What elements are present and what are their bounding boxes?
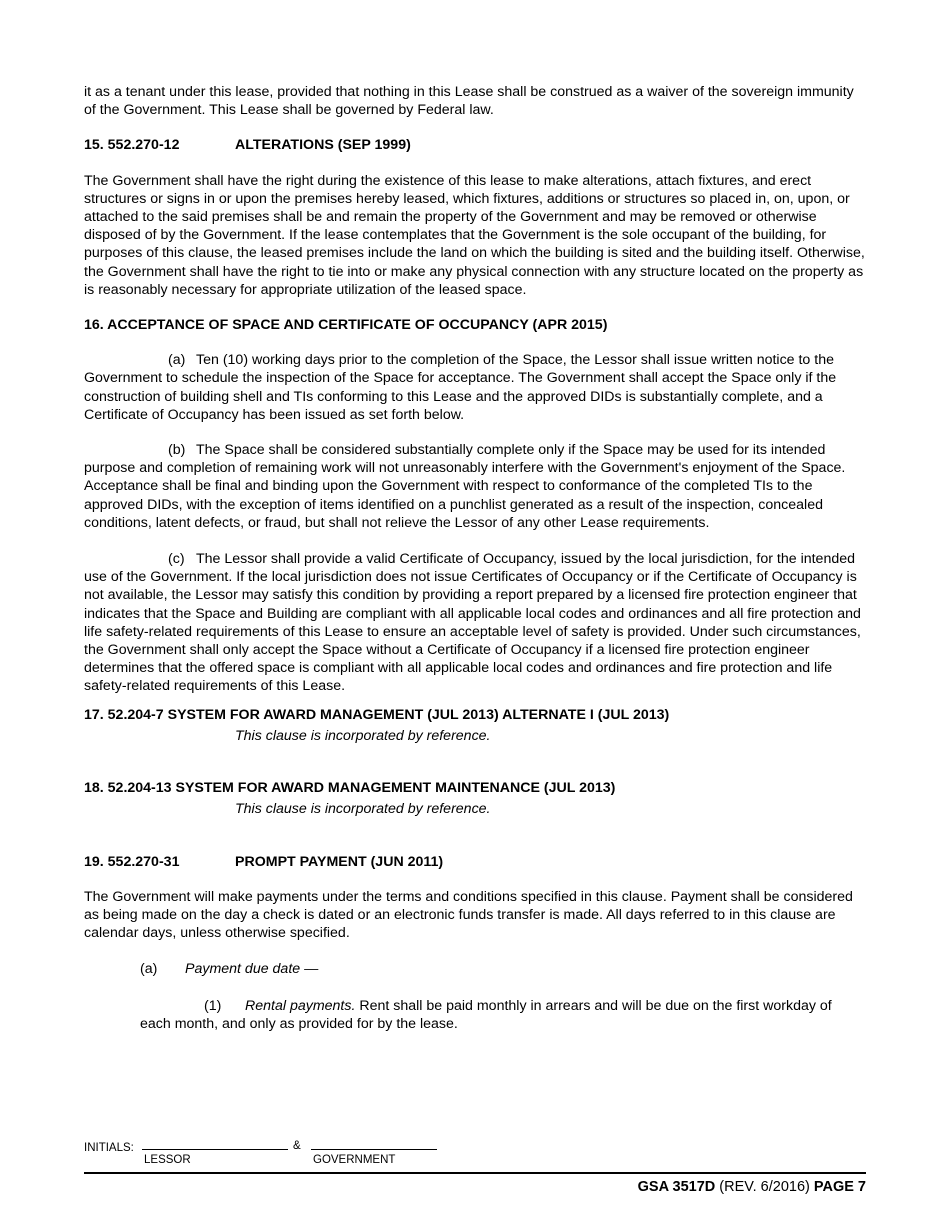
section-16-c [84, 550, 866, 696]
section-16-b-label: (b) [168, 442, 186, 459]
section-19-title: PROMPT PAYMENT (JUN 2011) [235, 853, 444, 870]
section-19-a-1 [84, 997, 866, 1033]
form-revision: (REV. 6/2016) [715, 1179, 814, 1195]
lessor-label: LESSOR [144, 1154, 191, 1166]
form-number: GSA 3517D [637, 1179, 716, 1195]
section-18-title: 18. 52.204-13 SYSTEM FOR AWARD MANAGEMENT MAINTENANCE (JUL 2013) [84, 780, 616, 797]
initials-label: INITIALS: [84, 1142, 134, 1154]
section-17-title: 17. 52.204-7 SYSTEM FOR AWARD MANAGEMENT (JUL 2013) ALTERNATE I (JUL 2013) [84, 706, 670, 723]
section-18-heading [84, 779, 866, 797]
section-17-reference: This clause is incorporated by reference. [235, 727, 491, 744]
section-19-a-label: (a) [140, 961, 158, 978]
section-16-a [84, 351, 866, 424]
section-19-heading [84, 853, 866, 871]
government-initials-line[interactable] [311, 1149, 437, 1150]
section-19-a-text: Payment due date — [185, 961, 319, 978]
section-19-body: The Government will make payments under the terms and conditions specified in this clause. Payment shall be considered as being made on the day a check is dated or an electronic funds transfer is made. All days referred to in this clause are calendar days, unless otherwise specified. [84, 888, 853, 942]
section-16-b-body: The Space shall be considered substantially complete only if the Space may be used for its intended purpose and completion of remaining work will not unreasonably interfere with the Government's enjoyment of the Space. Acceptance shall be final and binding upon the Government with respect to conformance of the completed TIs to the approved DIDs, with the exception of items identified on a punchlist generated as a result of the inspection, concealed conditions, latent defects, or fraud, but shall not relieve the Lessor of any other Lease requirements. [84, 442, 846, 531]
section-16-title: 16. ACCEPTANCE OF SPACE AND CERTIFICATE OF OCCUPANCY (APR 2015) [84, 317, 608, 334]
footer-rule [84, 1172, 866, 1174]
section-19-a [84, 960, 866, 978]
section-17-heading [84, 706, 866, 724]
section-16-a-label: (a) [168, 352, 186, 369]
section-15-number: 15. 552.270-12 [84, 137, 180, 154]
section-16-a-body: Ten (10) working days prior to the completion of the Space, the Lessor shall issue written notice to the Government to schedule the inspection of the Space for acceptance. The Government shall accept the Space only if the construction of building shell and TIs conforming to this Lease and the approved DIDs is substantially complete, and a Certificate of Occupancy has been issued as set forth below. [84, 352, 837, 423]
section-16-heading [84, 316, 866, 334]
section-16-c-label: (c) [168, 551, 185, 568]
lessor-initials-line[interactable] [142, 1149, 288, 1150]
section-19-number: 19. 552.270-31 [84, 853, 180, 870]
section-18-reference: This clause is incorporated by reference. [235, 801, 491, 818]
section-19-a-1-body: Rent shall be paid monthly in arrears and will be due on the first workday of each month, and only as provided for by the lease. [140, 997, 832, 1032]
footer [638, 1178, 866, 1196]
intro-paragraph: it as a tenant under this lease, provided that nothing in this Lease shall be construed as a waiver of the sovereign immunity of the Government. This Lease shall be governed by Federal law. [84, 84, 854, 119]
section-16-c-body: The Lessor shall provide a valid Certificate of Occupancy, issued by the local jurisdiction, for the intended use of the Government. If the local jurisdiction does not issue Certificates of Occupancy or if the Certificate of Occupancy is not available, the Lessor may satisfy this condition by providing a report prepared by a licensed fire protection engineer that indicates that the Space and Building are compliant with all applicable local codes and ordinances and all fire protection and life safety-related requirements of this Lease to ensure an acceptable level of safety is provided. Under such circumstances, the Government shall only accept the Space without a Certificate of Occupancy if a licensed fire protection engineer determines that the offered space is compliant with all applicable local codes and ordinances and fire protection and life safety-related requirements of this Lease. [84, 551, 861, 695]
section-15-heading [84, 136, 866, 154]
section-15-title: ALTERATIONS (SEP 1999) [235, 137, 411, 154]
section-19-a-1-label: (1) [204, 997, 222, 1014]
section-19-a-1-heading: Rental payments. [245, 997, 356, 1014]
government-label: GOVERNMENT [313, 1154, 396, 1166]
document-body [84, 83, 866, 1033]
page-number: PAGE 7 [813, 1179, 866, 1195]
section-15-body: The Government shall have the right during the existence of this lease to make alterations, attach fixtures, and erect structures or signs in or upon the premises hereby leased, which fixtures, additions or structures so placed in, on, upon, or attached to the said premises shall be and remain the property of the Government and may be removed or otherwise disposed of by the Government. If the lease contemplates that the Government is the sole occupant of the building, for purposes of this clause, the leased premises include the land on which the building is sited and the building itself. Otherwise, the Government shall have the right to tie into or make any physical connection with any structure located on the property as is reasonably necessary for appropriate utilization of the leased space. [84, 172, 865, 298]
section-16-b [84, 441, 866, 532]
ampersand: & [293, 1140, 301, 1152]
